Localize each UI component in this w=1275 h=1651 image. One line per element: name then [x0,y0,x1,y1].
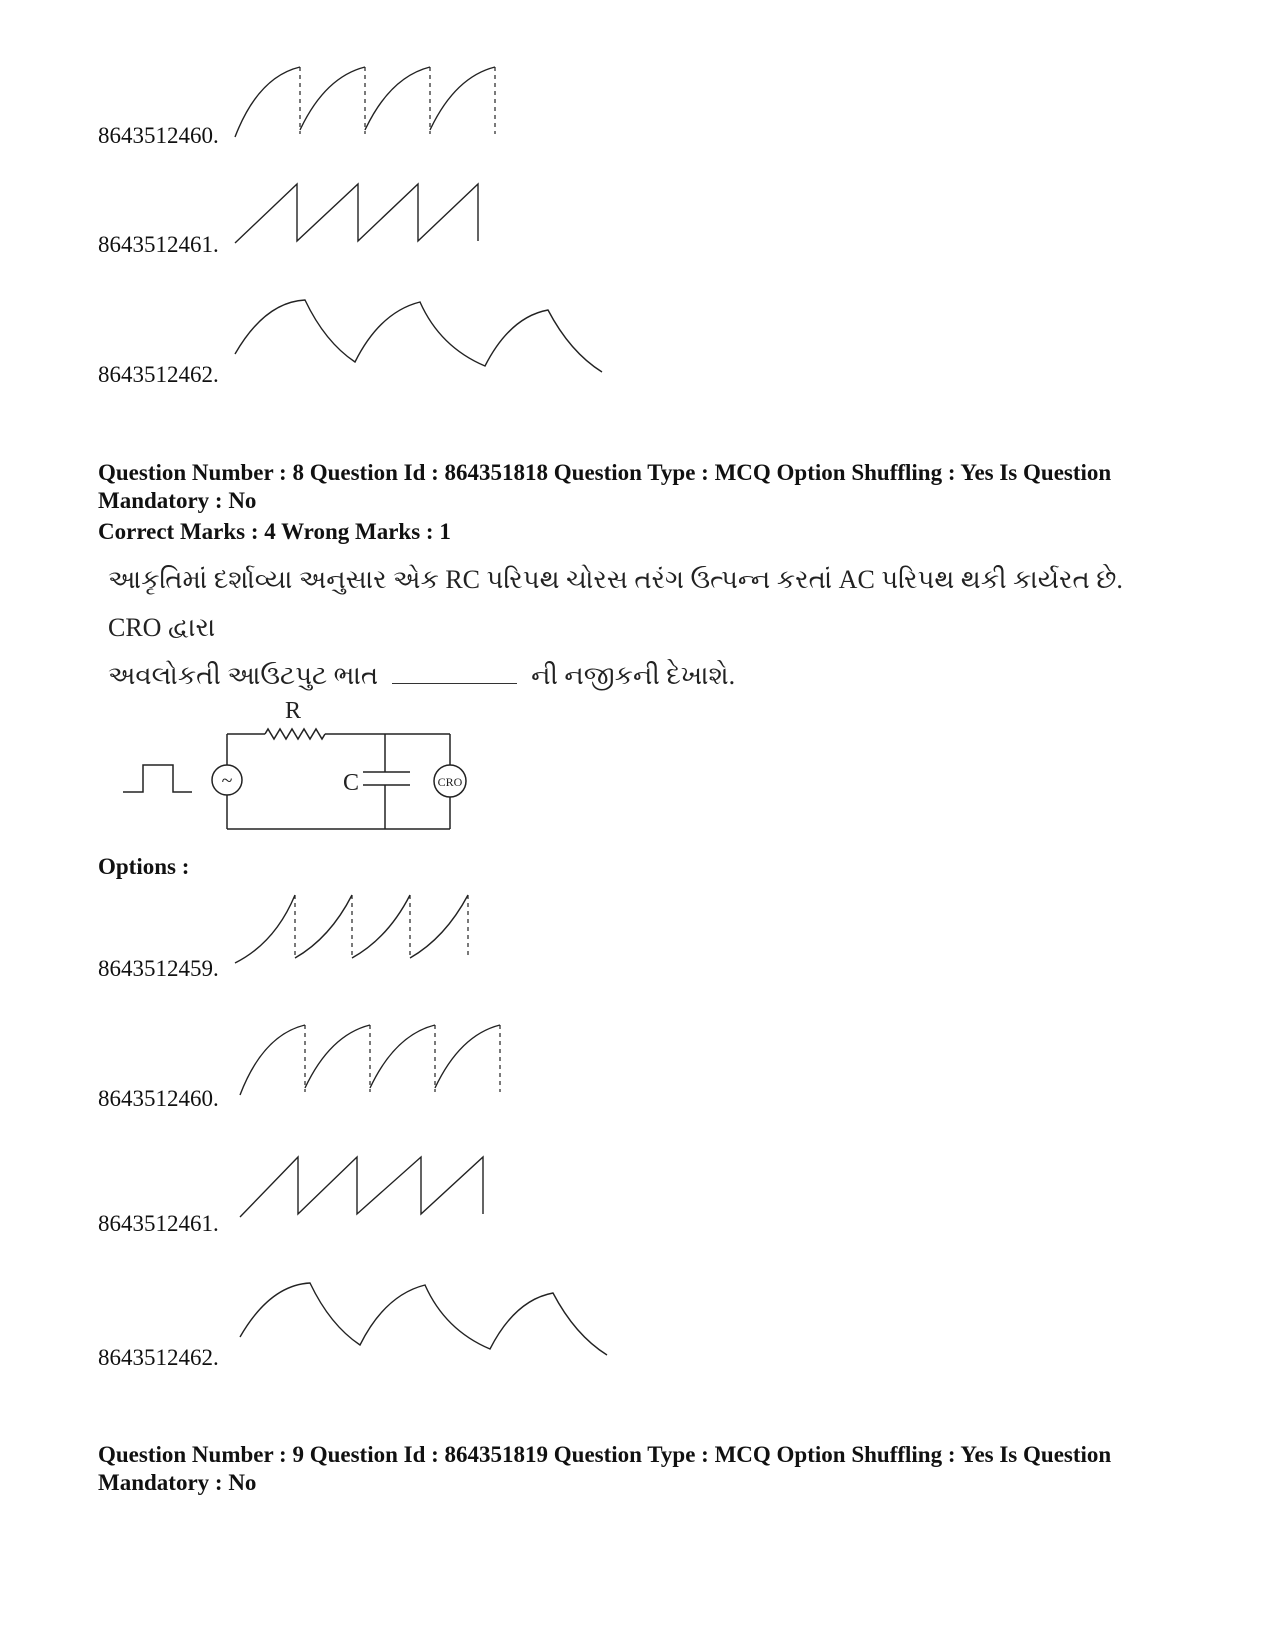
question-header [98,459,1198,515]
option-number: 8643512462. [98,362,219,387]
option-number: 8643512460. [98,123,219,148]
rc-charging-sawtooth-dashed-icon [230,888,480,968]
capacitor-label: C [342,770,360,796]
linear-sawtooth-icon [230,178,490,248]
resistor-label: R [284,698,302,724]
question-text-part: ની નજીકની દેખાશે. [531,661,736,690]
question-text-line: આકૃતિમાં દર્શાવ્યા અનુસાર એક RC પરિપથ ચોરસ તરંગ ઉત્પન્ન કરતાં AC પરિપથ થકી કાર્યરત છે. CRO દ્વારા [108,565,1123,642]
question-header-line: Question Number : 9 Question Id : 864351819 Question Type : MCQ Option Shuffling : Yes Is Question [98,1442,1112,1467]
fill-in-blank [392,663,517,684]
square-pulse-icon [123,765,192,792]
rc-charge-discharge-wave-icon [235,1275,615,1365]
question-header-line: Question Number : 8 Question Id : 864351818 Question Type : MCQ Option Shuffling : Yes Is Question [98,460,1112,485]
option-number: 8643512461. [98,232,219,257]
option-number: 8643512460. [98,1086,219,1111]
marks-line: Correct Marks : 4 Wrong Marks : 1 [98,519,451,544]
charging-sawtooth-with-dashed-drops-icon [235,1020,515,1100]
question-header [98,1441,1198,1497]
charging-sawtooth-with-dashed-drops-icon [230,62,510,142]
cro-label: CRO [437,775,463,789]
rc-circuit-diagram [115,690,485,840]
option-number: 8643512461. [98,1211,219,1236]
option-number: 8643512462. [98,1345,219,1370]
option-number: 8643512459. [98,956,219,981]
resistor-icon [265,729,325,739]
question-header-line: Mandatory : No [98,488,257,513]
options-label: Options : [98,854,190,879]
rc-charge-discharge-wave-icon [230,292,610,382]
question-text-part: અવલોકતી આઉટપુટ ભાત [108,661,379,690]
question-text [108,556,1168,700]
linear-sawtooth-icon [235,1152,495,1222]
ac-source-symbol: ~ [221,770,233,792]
question-header-line: Mandatory : No [98,1470,257,1495]
